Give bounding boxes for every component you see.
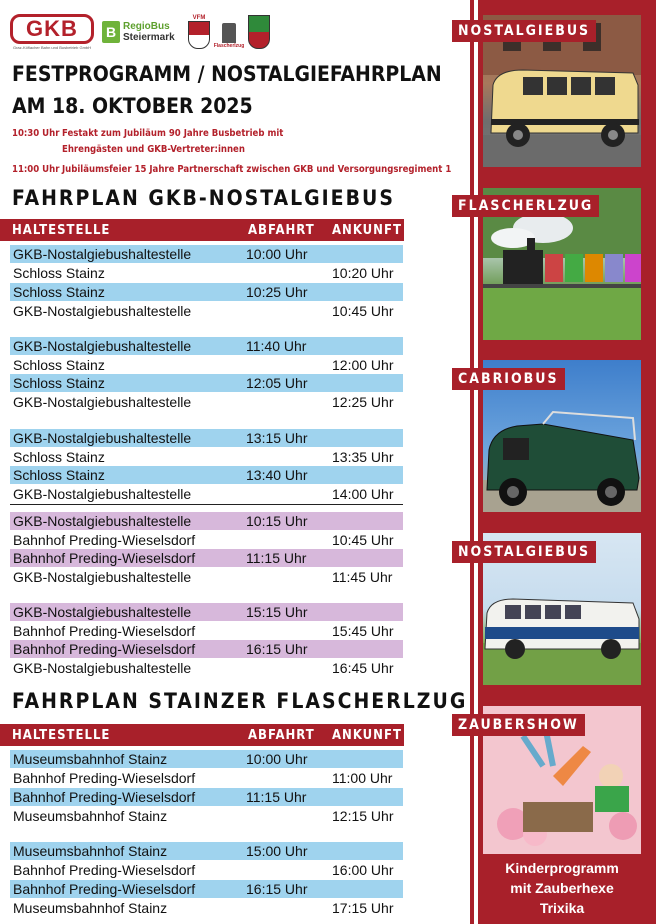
- gkb-logo: GKB Graz-Köflacher Bahn und Busbetrieb GmbH: [10, 14, 94, 50]
- bus-stop-cell: Schloss Stainz: [13, 357, 105, 373]
- section-title-bus: FAHRPLAN GKB-NOSTALGIEBUS: [12, 186, 395, 210]
- train-stop-cell: Museumsbahnhof Stainz: [13, 751, 168, 767]
- train-dep-cell: 15:00 Uhr: [246, 843, 308, 859]
- bus-stop-cell: GKB-Nostalgiebushaltestelle: [13, 246, 192, 262]
- tag-flascherlzug: FLASCHERLZUG: [452, 195, 599, 217]
- bus-row: [10, 448, 403, 466]
- bus-row: [10, 531, 403, 549]
- bus-row: [10, 549, 403, 567]
- event-1: 10:30 Uhr Festakt zum Jubiläum 90 Jahre Busbetrieb mit: [12, 128, 284, 139]
- train-row: [10, 842, 403, 860]
- bus-dep-cell: 11:15 Uhr: [246, 550, 307, 566]
- train-stop-cell: Bahnhof Preding-Wieselsdorf: [13, 789, 196, 805]
- bus-row: [10, 429, 403, 447]
- bus-stop-cell: Bahnhof Preding-Wieselsdorf: [13, 623, 196, 639]
- bus-row: [10, 485, 403, 503]
- train-stop-cell: Bahnhof Preding-Wieselsdorf: [13, 862, 196, 878]
- bus-table-header: HALTESTELLE ABFAHRT ANKUNFT: [0, 219, 404, 241]
- train-row: [10, 807, 403, 825]
- tag-nostalgiebus-1: NOSTALGIEBUS: [452, 20, 596, 42]
- bus-arr-cell: 12:25 Uhr: [332, 394, 394, 410]
- bus-stop-cell: GKB-Nostalgiebushaltestelle: [13, 513, 192, 529]
- train-row: [10, 899, 403, 917]
- bus-stop-cell: Schloss Stainz: [13, 449, 105, 465]
- train-arr-cell: 16:00 Uhr: [332, 862, 394, 878]
- bus-arr-cell: 10:45 Uhr: [332, 532, 394, 548]
- bus-arr-cell: 11:45 Uhr: [332, 569, 393, 585]
- bus-dep-cell: 13:40 Uhr: [246, 467, 308, 483]
- tag-nostalgiebus-2: NOSTALGIEBUS: [452, 541, 596, 563]
- side-divider: [474, 0, 478, 924]
- train-stop-cell: Museumsbahnhof Stainz: [13, 808, 168, 824]
- tag-zaubershow: ZAUBERSHOW: [452, 714, 585, 736]
- bus-stop-cell: Bahnhof Preding-Wieselsdorf: [13, 532, 196, 548]
- bus-row: [10, 302, 403, 320]
- bus-dep-cell: 10:00 Uhr: [246, 246, 308, 262]
- train-arr-cell: 17:15 Uhr: [332, 900, 394, 916]
- bus-arr-cell: 15:45 Uhr: [332, 623, 394, 639]
- municipal-crest-icon: [248, 15, 270, 49]
- train-arr-cell: 11:00 Uhr: [332, 770, 393, 786]
- train-row: [10, 750, 403, 768]
- bus-row: [10, 283, 403, 301]
- bus-stop-cell: GKB-Nostalgiebushaltestelle: [13, 604, 192, 620]
- bus-row: [10, 356, 403, 374]
- bus-stop-cell: Bahnhof Preding-Wieselsdorf: [13, 641, 196, 657]
- bus-dep-cell: 15:15 Uhr: [246, 604, 308, 620]
- bus-dep-cell: 13:15 Uhr: [246, 430, 308, 446]
- bus-arr-cell: 16:45 Uhr: [332, 660, 394, 676]
- bus-arr-cell: 12:00 Uhr: [332, 357, 394, 373]
- train-dep-cell: 10:00 Uhr: [246, 751, 308, 767]
- table-divider: [10, 504, 403, 505]
- bus-stop-cell: GKB-Nostalgiebushaltestelle: [13, 569, 192, 585]
- bus-stop-cell: GKB-Nostalgiebushaltestelle: [13, 303, 192, 319]
- bus-arr-cell: 14:00 Uhr: [332, 486, 394, 502]
- bus-dep-cell: 16:15 Uhr: [246, 641, 308, 657]
- train-dep-cell: 16:15 Uhr: [246, 881, 308, 897]
- bus-dep-cell: 10:15 Uhr: [246, 513, 308, 529]
- bus-stop-cell: GKB-Nostalgiebushaltestelle: [13, 338, 192, 354]
- bus-stop-cell: GKB-Nostalgiebushaltestelle: [13, 394, 192, 410]
- train-stop-cell: Museumsbahnhof Stainz: [13, 843, 168, 859]
- bus-stop-cell: Schloss Stainz: [13, 375, 105, 391]
- bus-row: [10, 622, 403, 640]
- bus-row: [10, 512, 403, 530]
- bus-arr-cell: 13:35 Uhr: [332, 449, 394, 465]
- train-table-header: HALTESTELLE ABFAHRT ANKUNFT: [0, 724, 404, 746]
- bus-stop-cell: Schloss Stainz: [13, 265, 105, 281]
- bus-row: [10, 640, 403, 658]
- train-dep-cell: 11:15 Uhr: [246, 789, 307, 805]
- train-row: [10, 861, 403, 879]
- vfm-crest-icon: VFM: [188, 15, 210, 49]
- train-row: [10, 788, 403, 806]
- bus-stop-cell: GKB-Nostalgiebushaltestelle: [13, 430, 192, 446]
- bus-stop-cell: GKB-Nostalgiebushaltestelle: [13, 486, 192, 502]
- bus-row: [10, 245, 403, 263]
- bus-row: [10, 659, 403, 677]
- event-1-line2: Ehrengästen und GKB-Vertreter:innen: [62, 144, 245, 155]
- train-stop-cell: Museumsbahnhof Stainz: [13, 900, 168, 916]
- bus-dep-cell: 12:05 Uhr: [246, 375, 308, 391]
- bus-row: [10, 603, 403, 621]
- bus-row: [10, 393, 403, 411]
- train-row: [10, 769, 403, 787]
- bus-row: [10, 264, 403, 282]
- train-row: [10, 880, 403, 898]
- bus-row: [10, 568, 403, 586]
- bus-row: [10, 374, 403, 392]
- bus-row: [10, 337, 403, 355]
- flascherlzug-logo: Flascherlzug: [218, 15, 240, 49]
- bus-arr-cell: 10:20 Uhr: [332, 265, 394, 281]
- bus-arr-cell: 10:45 Uhr: [332, 303, 394, 319]
- bus-dep-cell: 11:40 Uhr: [246, 338, 307, 354]
- section-title-train: FAHRPLAN STAINZER FLASCHERLZUG: [12, 689, 468, 713]
- train-stop-cell: Bahnhof Preding-Wieselsdorf: [13, 881, 196, 897]
- train-arr-cell: 12:15 Uhr: [332, 808, 394, 824]
- logo-bar: [10, 12, 270, 52]
- event-2: 11:00 Uhr Jubiläumsfeier 15 Jahre Partnerschaft zwischen GKB und Versorgungsregiment 1: [12, 164, 452, 175]
- bus-stop-cell: GKB-Nostalgiebushaltestelle: [13, 660, 192, 676]
- regiobus-logo: B RegioBus Steiermark: [102, 14, 180, 50]
- bus-row: [10, 466, 403, 484]
- bus-dep-cell: 10:25 Uhr: [246, 284, 308, 300]
- tag-cabriobus: CABRIOBUS: [452, 368, 565, 390]
- train-stop-cell: Bahnhof Preding-Wieselsdorf: [13, 770, 196, 786]
- bus-stop-cell: Bahnhof Preding-Wieselsdorf: [13, 550, 196, 566]
- page-title-line2: AM 18. OKTOBER 2025: [12, 94, 253, 118]
- page-title-line1: FESTPROGRAMM / NOSTALGIEFAHRPLAN: [12, 62, 442, 86]
- bus-stop-cell: Schloss Stainz: [13, 467, 105, 483]
- bus-stop-cell: Schloss Stainz: [13, 284, 105, 300]
- kinderprogramm-caption: Kinderprogramm mit Zauberhexe Trixika: [505, 860, 619, 916]
